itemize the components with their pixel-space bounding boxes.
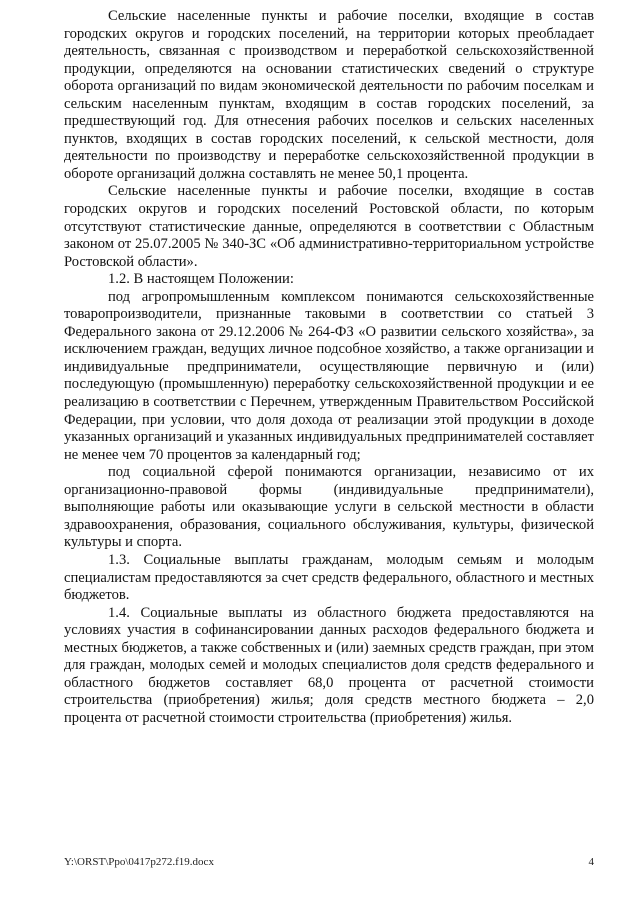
paragraph-section-1-2-heading: 1.2. В настоящем Положении: <box>108 271 294 288</box>
paragraph-rural-settlements-no-statistics: Сельские населенные пункты и рабочие поселки, входящие в состав городских округов и городских поселений Ростовской области, по которым отсутствуют статистические данные, определяются в соответствии с Областным законом от 25.07.2005 № 340-ЗС «Об административно-территориальном устройстве Ростовской области». <box>64 183 594 270</box>
footer-page-number: 4 <box>588 856 594 868</box>
document-page <box>64 8 594 727</box>
paragraph-agro-industrial-complex: под агропромышленным комплексом понимаются сельскохозяйственные товаропроизводители, признанные таковыми в соответствии со статьей 3 Федерального закона от 29.12.2006 № 264-ФЗ «О развитии сельского хозяйства», за исключением граждан, ведущих личное подсобное хозяйство, а также организации и индивидуальные предприниматели, осуществляющие первичную и (или) последующую (промышленную) переработку сельскохозяйственной продукции и ее реализацию в соответствии с Перечнем, утвержденным Правительством Российской Федерации, при условии, что доля дохода от реализации этой продукции в доходе указанных организаций и указанных индивидуальных предпринимателей составляет не менее чем 70 процентов за календарный год; <box>64 288 594 463</box>
paragraph-section-1-4: 1.4. Социальные выплаты из областного бюджета предоставляются на условиях участия в софинансировании данных расходов федерального бюджета и местных бюджетов, а также собственных и (или) заемных средств граждан, при этом для граждан, молодых семей и молодых специалистов доля средств федерального и областного бюджетов составляет 68,0 процента от расчетной стоимости строительства (приобретения) жилья; доля средств местного бюджета – 2,0 процента от расчетной стоимости строительства (приобретения) жилья. <box>64 604 594 726</box>
paragraph-section-1-3: 1.3. Социальные выплаты гражданам, молодым семьям и молодым специалистам предоставляются за счет средств федерального, областного и местных бюджетов. <box>64 551 594 604</box>
paragraph-rural-settlements-definition: Сельские населенные пункты и рабочие поселки, входящие в состав городских округов и городских поселений, на территории которых преобладает деятельность, связанная с производством и переработкой сельскохозяйственной продукции, определяются на основании статистических сведений о структуре оборота организаций по видам экономической деятельности по рабочим поселкам и сельским населенным пунктам, входящим в состав городских поселений, за предшествующий год. Для отнесения рабочих поселков и сельских населенных пунктов, входящих в состав городских поселений, к сельской местности, доля деятельности по производству и переработке сельскохозяйственной продукции в обороте организаций должна составлять не менее 50,1 процента. <box>64 8 594 182</box>
page-footer <box>64 856 594 869</box>
paragraph-social-sphere: под социальной сферой понимаются организации, независимо от их организационно-правовой формы (индивидуальные предприниматели), выполняющие работы или оказывающие услуги в сельской местности в области здравоохранения, образования, социального обслуживания, культуры, физической культуры и спорта. <box>64 464 594 551</box>
footer-file-path: Y:\ORST\Ppo\0417p272.f19.docx <box>64 856 214 868</box>
